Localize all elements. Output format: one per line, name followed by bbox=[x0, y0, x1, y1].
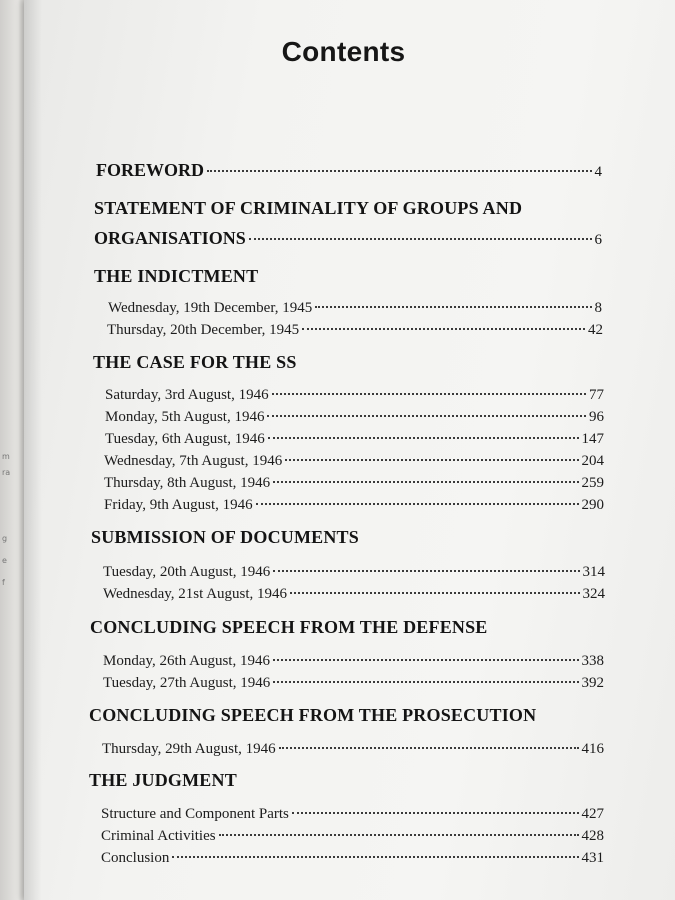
dot-leader bbox=[172, 841, 578, 858]
toc-entry-page: 428 bbox=[581, 828, 604, 844]
dot-leader bbox=[267, 400, 586, 417]
gutter-shadow bbox=[24, 0, 42, 900]
toc-entry-label: ORGANISATIONS bbox=[94, 228, 246, 248]
dot-leader bbox=[273, 666, 578, 683]
toc-entry bbox=[104, 492, 604, 514]
toc-entry-statement bbox=[94, 224, 602, 249]
dot-leader bbox=[315, 291, 591, 308]
toc-entry-page: 416 bbox=[581, 741, 604, 757]
toc-entry-page: 392 bbox=[581, 675, 604, 691]
dot-leader bbox=[302, 313, 585, 330]
toc-entry bbox=[107, 317, 603, 339]
toc-entry-label: Monday, 5th August, 1946 bbox=[105, 409, 265, 425]
toc-entry-page: 6 bbox=[594, 232, 602, 248]
toc-entry-page: 314 bbox=[582, 564, 605, 580]
facing-page-fragment: f bbox=[2, 578, 5, 587]
dot-leader bbox=[219, 819, 579, 836]
toc-entry-label: Thursday, 20th December, 1945 bbox=[107, 322, 300, 338]
toc-entry bbox=[103, 581, 605, 603]
toc-entry-page: 42 bbox=[588, 322, 603, 338]
toc-entry bbox=[101, 845, 604, 867]
section-heading: STATEMENT OF CRIMINALITY OF GROUPS AND bbox=[94, 198, 523, 218]
toc-entry-page: 147 bbox=[581, 431, 604, 447]
toc-entry-label: Wednesday, 7th August, 1946 bbox=[104, 453, 283, 469]
toc-entry-page: 77 bbox=[589, 387, 604, 403]
toc-entry-label: Wednesday, 21st August, 1946 bbox=[103, 586, 288, 602]
toc-entry-label: Structure and Component Parts bbox=[101, 806, 289, 822]
toc-entry-page: 427 bbox=[581, 806, 604, 822]
dot-leader bbox=[290, 577, 579, 594]
dot-leader bbox=[292, 797, 579, 814]
toc-entry-label: Tuesday, 6th August, 1946 bbox=[105, 431, 265, 447]
toc-entry-label: Thursday, 29th August, 1946 bbox=[102, 741, 276, 757]
facing-page-fragment: e bbox=[2, 556, 7, 565]
toc-entry-page: 324 bbox=[582, 586, 605, 602]
toc-entry-label: FOREWORD bbox=[96, 160, 204, 180]
dot-leader bbox=[256, 488, 579, 505]
toc-entry-page: 96 bbox=[589, 409, 604, 425]
dot-leader bbox=[268, 422, 579, 439]
toc-entry-label: Criminal Activities bbox=[101, 828, 216, 844]
section-heading: CONCLUDING SPEECH FROM THE DEFENSE bbox=[90, 617, 488, 637]
toc-entry bbox=[102, 736, 604, 758]
facing-page-fragment: g bbox=[2, 534, 8, 543]
section-heading: THE INDICTMENT bbox=[94, 266, 259, 286]
dot-leader bbox=[272, 378, 586, 395]
toc-entry-label: Saturday, 3rd August, 1946 bbox=[105, 387, 269, 403]
toc-entry-label: Conclusion bbox=[101, 850, 170, 866]
toc-entry-label: Tuesday, 27th August, 1946 bbox=[103, 675, 271, 691]
toc-entry-label: Wednesday, 19th December, 1945 bbox=[108, 300, 313, 316]
toc-entry-page: 259 bbox=[581, 475, 604, 491]
dot-leader bbox=[285, 444, 578, 461]
section-heading: THE JUDGMENT bbox=[89, 770, 237, 790]
section-heading: SUBMISSION OF DOCUMENTS bbox=[91, 527, 359, 547]
toc-entry bbox=[103, 670, 604, 692]
dot-leader bbox=[273, 466, 578, 483]
facing-page-fragment: ra bbox=[2, 468, 11, 477]
toc-entry-label: Monday, 26th August, 1946 bbox=[103, 653, 270, 669]
toc-entry-page: 204 bbox=[581, 453, 604, 469]
page-title: Contents bbox=[281, 36, 406, 67]
toc-entry-page: 290 bbox=[581, 497, 604, 513]
section-heading: THE CASE FOR THE SS bbox=[93, 352, 297, 372]
dot-leader bbox=[207, 152, 592, 172]
dot-leader bbox=[279, 732, 579, 749]
toc-entry-label: Thursday, 8th August, 1946 bbox=[104, 475, 271, 491]
section-heading: CONCLUDING SPEECH FROM THE PROSECUTION bbox=[89, 705, 537, 725]
dot-leader bbox=[249, 220, 592, 240]
facing-page-fragment: m bbox=[2, 452, 10, 461]
facing-page-edge bbox=[0, 0, 26, 900]
toc-entry-label: Tuesday, 20th August, 1946 bbox=[103, 564, 271, 580]
toc-entry-page: 4 bbox=[594, 164, 602, 180]
toc-entry-foreword bbox=[96, 156, 602, 181]
toc-entry-page: 431 bbox=[581, 850, 604, 866]
dot-leader bbox=[273, 555, 579, 572]
toc-entry-label: Friday, 9th August, 1946 bbox=[104, 497, 253, 513]
toc-entry-page: 338 bbox=[581, 653, 604, 669]
toc-entry-page: 8 bbox=[594, 300, 602, 316]
dot-leader bbox=[273, 644, 579, 661]
